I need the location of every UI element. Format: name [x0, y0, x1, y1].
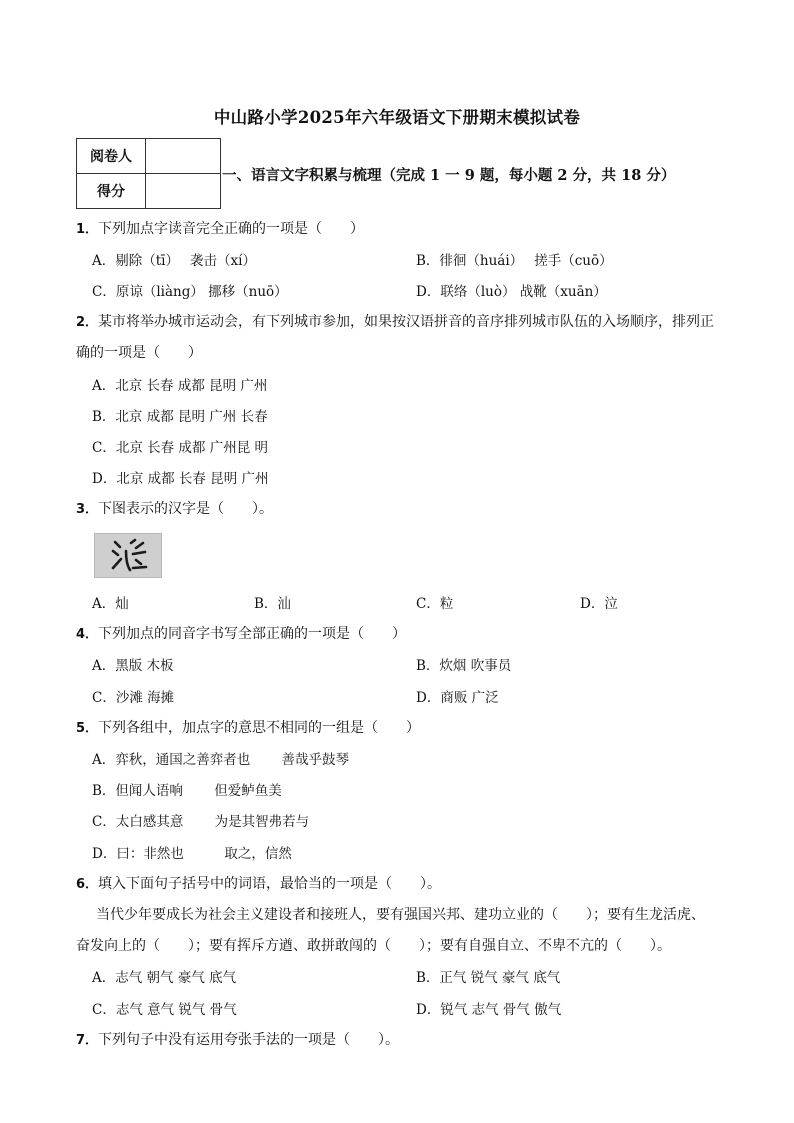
question-1 — [76, 218, 364, 238]
section-heading: 一、语言文字积累与梳理（完成 1 一 9 题，每小题 2 分，共 18 分） — [222, 167, 676, 184]
grader-table — [76, 138, 221, 209]
question-number: 1． — [76, 222, 99, 237]
reviewer-label: 阅卷人 — [77, 139, 146, 174]
question-number: 3． — [76, 502, 99, 517]
ancient-character-glyph — [95, 534, 161, 577]
option-4c: C．沙滩 海摊 — [92, 690, 175, 706]
question-4 — [76, 623, 406, 643]
option-1a: A．剔除（tī） 袭击（xí） — [92, 253, 256, 269]
option-3b: B．汕 — [254, 596, 291, 612]
option-4d: D．商贩 广泛 — [416, 690, 499, 706]
option-5c: C．太白感其意 为是其智弗若与 — [92, 814, 310, 830]
option-3a: A．灿 — [92, 596, 129, 612]
question-6-passage-line-2: 奋发向上的（ ）；要有挥斥方遒、敢拼敢闯的（ ）；要有自强自立、不卑不亢的（ ）。 — [76, 938, 671, 954]
question-text: 下图表示的汉字是（ ）。 — [98, 501, 274, 517]
option-4b: B．炊烟 吹事员 — [416, 658, 512, 674]
question-number: 2． — [76, 315, 99, 330]
option-2a: A．北京 长春 成都 昆明 广州 — [92, 378, 268, 394]
option-4a: A．黑版 木板 — [92, 658, 174, 674]
score-cell — [146, 174, 221, 209]
option-5a: A．弈秋，通国之善弈者也 善哉乎鼓琴 — [92, 752, 350, 768]
ancient-character-image — [94, 533, 162, 578]
question-2-continued: 确的一项是（ ） — [76, 345, 202, 361]
option-1c: C．原谅（liàng） 挪移（nuō） — [92, 284, 288, 300]
option-6c: C．志气 意气 锐气 骨气 — [92, 1002, 237, 1018]
reviewer-cell — [146, 139, 221, 174]
option-3d: D．泣 — [580, 596, 618, 612]
question-text: 某市将举办城市运动会，有下列城市参加，如果按汉语拼音的音序排列城市队伍的入场顺序，排列正 — [98, 314, 715, 330]
question-6 — [76, 873, 441, 893]
question-number: 5． — [76, 721, 99, 736]
option-1b: B．徘徊（huái） 搓手（cuō） — [416, 253, 613, 269]
question-text: 下列加点字读音完全正确的一项是（ ） — [98, 221, 365, 237]
option-3c: C．粒 — [416, 596, 454, 612]
question-text: 填入下面句子括号中的词语，最恰当的一项是（ ）。 — [98, 876, 442, 892]
question-3 — [76, 498, 273, 518]
question-number: 7． — [76, 1033, 99, 1048]
page-title: 中山路小学2025年六年级语文下册期末模拟试卷 — [213, 108, 581, 127]
question-text: 下列句子中没有运用夸张手法的一项是（ ）。 — [98, 1032, 400, 1048]
question-text: 下列各组中，加点字的意思不相同的一组是（ ） — [98, 720, 421, 736]
option-2b: B．北京 成都 昆明 广州 长春 — [92, 409, 268, 425]
question-2 — [76, 311, 714, 331]
question-6-passage-line-1: 当代少年要成长为社会主义建设者和接班人，要有强国兴邦、建功立业的（ ）；要有生龙活虎、 — [96, 907, 705, 923]
option-6a: A．志气 朝气 豪气 底气 — [92, 970, 237, 986]
option-6d: D．锐气 志气 骨气 傲气 — [416, 1002, 562, 1018]
question-7 — [76, 1029, 399, 1049]
option-2d: D．北京 成都 长春 昆明 广州 — [92, 471, 269, 487]
question-text: 下列加点的同音字书写全部正确的一项是（ ） — [98, 626, 407, 642]
option-1d: D．联络（luò） 战靴（xuān） — [416, 284, 607, 300]
score-label: 得分 — [77, 174, 146, 209]
option-6b: B．正气 锐气 豪气 底气 — [416, 970, 561, 986]
option-5b: B．但闻人语响 但爱鲈鱼美 — [92, 783, 282, 799]
option-5d: D．曰：非然也 取之，信然 — [92, 846, 292, 862]
question-number: 4． — [76, 627, 99, 642]
question-5 — [76, 717, 420, 737]
question-number: 6． — [76, 877, 99, 892]
option-2c: C．北京 长春 成都 广州昆 明 — [92, 440, 268, 456]
